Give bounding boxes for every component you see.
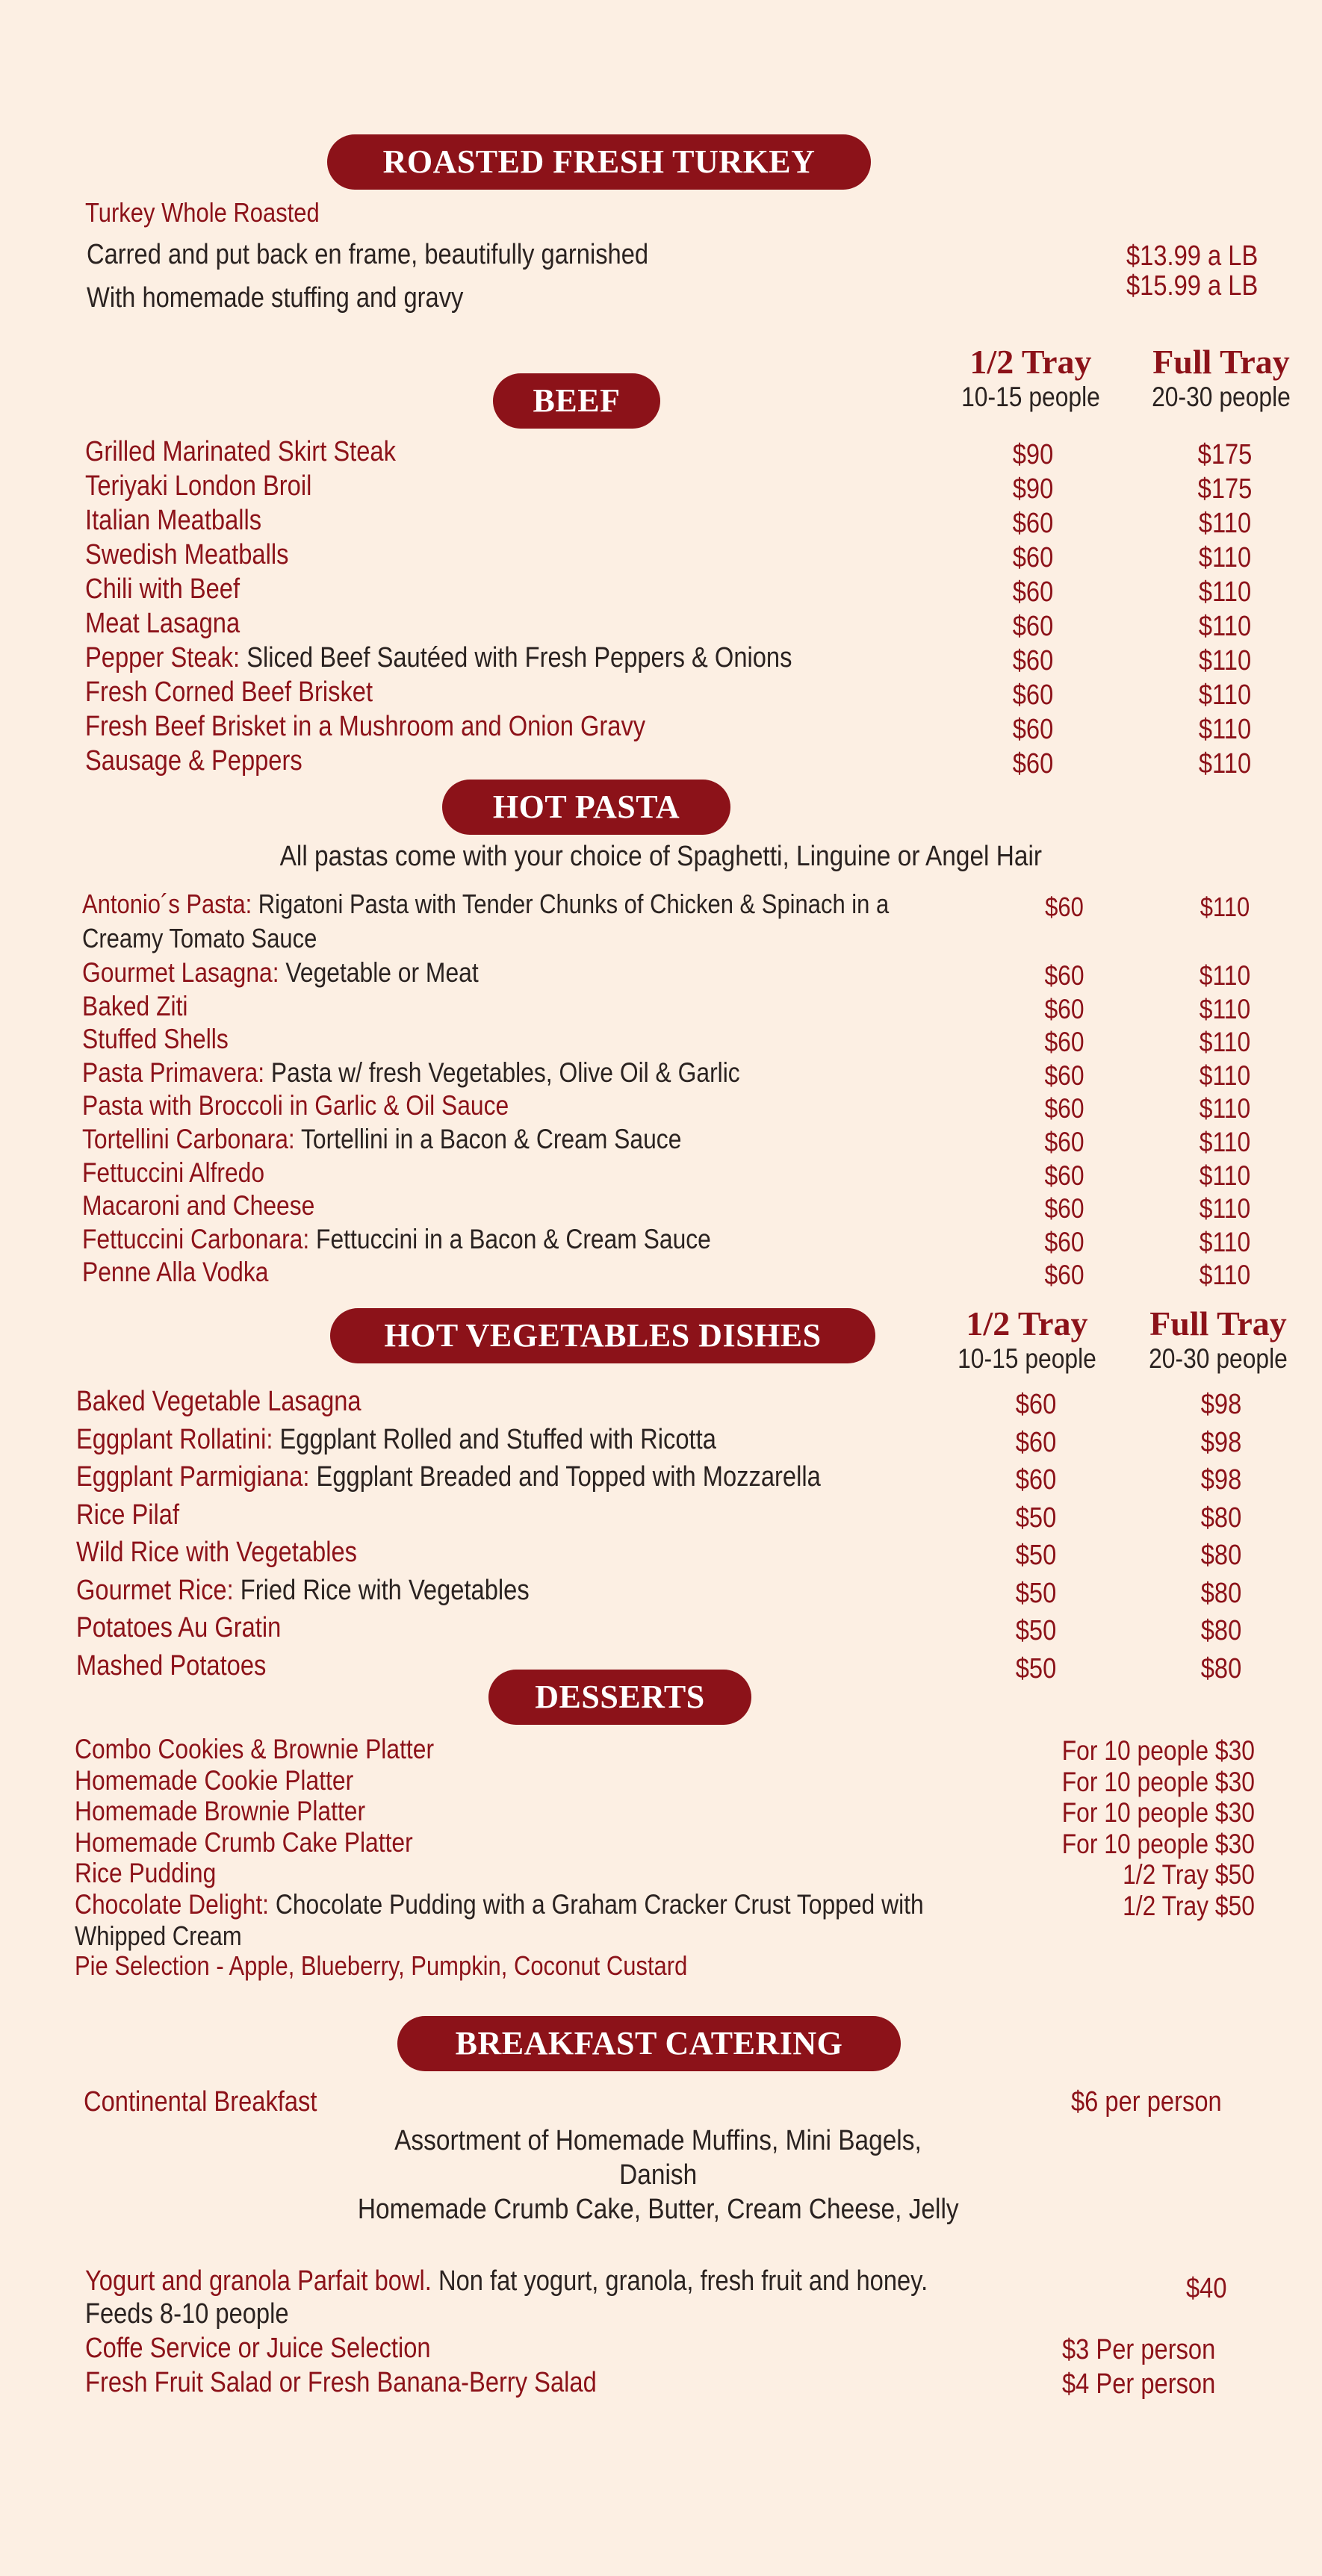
half-tray-header-2 bbox=[945, 1304, 1109, 1375]
item-name: Potatoes Au Gratin bbox=[76, 1612, 282, 1643]
pasta-item bbox=[82, 1057, 740, 1089]
turkey-item-name: Turkey Whole Roasted bbox=[85, 197, 320, 228]
veg-item bbox=[76, 1386, 361, 1418]
full-tray-price: $110 bbox=[1199, 1093, 1251, 1124]
pasta-item-first bbox=[82, 889, 889, 920]
breakfast-parfait bbox=[85, 2265, 928, 2297]
item-desc: Fettuccini in a Bacon & Cream Sauce bbox=[309, 1223, 711, 1254]
half-tray-price: $60 bbox=[1012, 645, 1054, 676]
beef-item bbox=[85, 608, 240, 640]
veg-item bbox=[76, 1499, 179, 1531]
half-tray-price: $60 bbox=[1015, 1389, 1057, 1420]
full-tray-price: $110 bbox=[1199, 1060, 1251, 1091]
full-tray-header-2 bbox=[1132, 1304, 1304, 1375]
item-desc: Tortellini in a Bacon & Cream Sauce bbox=[294, 1124, 682, 1154]
breakfast-desc-2-text: Danish bbox=[618, 2159, 698, 2191]
dessert-price: 1/2 Tray $50 bbox=[1123, 1891, 1255, 1921]
full-tray-people: 20-30 people bbox=[1152, 382, 1291, 412]
half-tray-price: $60 bbox=[1012, 611, 1054, 642]
dessert-item bbox=[75, 1734, 434, 1765]
full-tray-price: $110 bbox=[1199, 960, 1251, 991]
full-tray-price: $80 bbox=[1200, 1502, 1242, 1534]
item-name: Chocolate Delight: bbox=[75, 1889, 270, 1920]
half-tray-price: $50 bbox=[1015, 1502, 1057, 1534]
dessert-item bbox=[75, 1765, 353, 1796]
item-name: Chili with Beef bbox=[85, 573, 240, 605]
item-name: Swedish Meatballs bbox=[85, 539, 289, 570]
full-tray-price: $98 bbox=[1200, 1389, 1242, 1420]
beef-item bbox=[85, 745, 302, 777]
pasta-first-full-price: $110 bbox=[1200, 892, 1250, 922]
item-name: Fresh Corned Beef Brisket bbox=[85, 676, 373, 708]
full-tray-price: $110 bbox=[1199, 1193, 1251, 1225]
item-name: Rice Pudding bbox=[75, 1858, 217, 1889]
beef-item bbox=[85, 505, 261, 537]
pasta-item bbox=[82, 1257, 268, 1288]
veg-item bbox=[76, 1461, 821, 1493]
item-name: Pasta with Broccoli in Garlic & Oil Sauce bbox=[82, 1090, 509, 1121]
breakfast-continental: Continental Breakfast bbox=[84, 2086, 317, 2118]
item-desc: Non fat yogurt, granola, fresh fruit and honey. bbox=[431, 2265, 928, 2297]
beef-item bbox=[85, 676, 373, 709]
turkey-price-1: $13.99 a LB bbox=[1126, 240, 1259, 272]
breakfast-continental-price: $6 per person bbox=[1071, 2086, 1222, 2118]
full-tray-label: Full Tray bbox=[1152, 343, 1290, 381]
beef-item bbox=[85, 470, 311, 503]
item-name: Pepper Steak: bbox=[85, 642, 240, 673]
beef-item bbox=[85, 642, 792, 674]
half-tray-price: $60 bbox=[1044, 1060, 1084, 1091]
item-name: Homemade Crumb Cake Platter bbox=[75, 1826, 413, 1858]
section-title-turkey: ROASTED FRESH TURKEY bbox=[327, 134, 871, 190]
full-tray-price: $110 bbox=[1199, 1027, 1251, 1058]
half-tray-price: $60 bbox=[1044, 1027, 1084, 1058]
beef-item bbox=[85, 539, 288, 571]
half-tray-label-2: 1/2 Tray bbox=[966, 1304, 1088, 1343]
full-tray-price: $110 bbox=[1198, 542, 1252, 573]
pasta-item bbox=[82, 1224, 711, 1255]
half-tray-price: $60 bbox=[1044, 993, 1084, 1024]
full-tray-price: $110 bbox=[1198, 645, 1252, 676]
half-tray-price: $50 bbox=[1015, 1615, 1057, 1646]
dessert-pie-selection: Pie Selection - Apple, Blueberry, Pumpkin, Coconut Custard bbox=[75, 1950, 688, 1981]
full-tray-price: $98 bbox=[1200, 1426, 1242, 1458]
item-name: Tortellini Carbonara: bbox=[82, 1124, 295, 1154]
section-title-beef: BEEF bbox=[493, 373, 660, 429]
item-name: Combo Cookies & Brownie Platter bbox=[75, 1734, 435, 1764]
item-name: Eggplant Parmigiana: bbox=[76, 1461, 310, 1493]
half-tray-price: $60 bbox=[1044, 960, 1084, 991]
half-tray-price: $60 bbox=[1044, 1193, 1084, 1225]
veg-item bbox=[76, 1650, 266, 1682]
item-name: Yogurt and granola Parfait bowl. bbox=[85, 2265, 432, 2297]
half-tray-price: $50 bbox=[1015, 1652, 1057, 1684]
dessert-item bbox=[75, 1796, 365, 1827]
full-tray-price: $110 bbox=[1199, 1226, 1251, 1257]
breakfast-desc-1 bbox=[0, 2125, 1319, 2157]
item-name: Fresh Beef Brisket in a Mushroom and Onion Gravy bbox=[85, 711, 646, 742]
half-tray-price: $60 bbox=[1044, 1160, 1084, 1191]
turkey-desc-line1: Carred and put back en frame, beautifully garnished bbox=[87, 239, 649, 270]
pasta-item bbox=[82, 1157, 264, 1189]
item-name: Fettuccini Alfredo bbox=[82, 1157, 265, 1188]
half-tray-price: $60 bbox=[1044, 1260, 1084, 1291]
veg-item bbox=[76, 1537, 357, 1569]
pasta-item bbox=[82, 1124, 681, 1155]
full-tray-price: $110 bbox=[1198, 508, 1252, 539]
half-tray-price: $90 bbox=[1012, 439, 1054, 470]
section-title-breakfast: BREAKFAST CATERING bbox=[397, 2016, 901, 2071]
section-title-hot-pasta: HOT PASTA bbox=[442, 780, 730, 835]
full-tray-price: $110 bbox=[1199, 993, 1251, 1024]
dessert-price: For 10 people $30 bbox=[1061, 1766, 1255, 1797]
item-desc: Eggplant Breaded and Topped with Mozzarella bbox=[309, 1461, 821, 1493]
pasta-item bbox=[82, 1024, 229, 1055]
item-name: Meat Lasagna bbox=[85, 608, 240, 639]
pasta-item bbox=[82, 1090, 509, 1121]
dessert-price: For 10 people $30 bbox=[1061, 1828, 1255, 1859]
beef-item bbox=[85, 436, 396, 468]
pasta-item bbox=[82, 1190, 314, 1222]
half-tray-header bbox=[949, 342, 1113, 413]
item-desc: Vegetable or Meat bbox=[279, 957, 479, 988]
item-name: Rice Pilaf bbox=[76, 1499, 180, 1531]
item-name: Fettuccini Carbonara: bbox=[82, 1223, 310, 1254]
item-name: Sausage & Peppers bbox=[85, 745, 302, 777]
half-tray-price: $60 bbox=[1012, 748, 1054, 780]
breakfast-coffee: Coffe Service or Juice Selection bbox=[85, 2333, 431, 2364]
item-name: Italian Meatballs bbox=[85, 505, 262, 536]
full-tray-price: $110 bbox=[1198, 679, 1252, 711]
full-tray-price: $98 bbox=[1200, 1464, 1242, 1496]
dessert-item bbox=[75, 1827, 413, 1858]
item-name: Baked Ziti bbox=[82, 990, 188, 1021]
item-name: Stuffed Shells bbox=[82, 1024, 229, 1055]
item-name: Gourmet Rice: bbox=[76, 1574, 234, 1606]
half-tray-price: $60 bbox=[1012, 679, 1054, 711]
dessert-price: For 10 people $30 bbox=[1061, 1797, 1255, 1829]
item-name: Teriyaki London Broil bbox=[85, 470, 312, 502]
full-tray-price: $110 bbox=[1198, 576, 1252, 608]
dessert-item bbox=[75, 1889, 924, 1920]
half-tray-people: 10-15 people bbox=[961, 382, 1100, 412]
breakfast-fruit-price: $4 Per person bbox=[1062, 2368, 1216, 2400]
dessert-item-cont: Whipped Cream bbox=[75, 1920, 242, 1951]
full-tray-price: $80 bbox=[1200, 1615, 1242, 1646]
item-name: Mashed Potatoes bbox=[76, 1649, 267, 1681]
half-tray-price: $60 bbox=[1044, 1127, 1084, 1157]
full-tray-price: $110 bbox=[1199, 1260, 1251, 1291]
full-tray-price: $110 bbox=[1198, 714, 1252, 745]
turkey-desc-line2: With homemade stuffing and gravy bbox=[87, 282, 464, 314]
breakfast-coffee-price: $3 Per person bbox=[1062, 2334, 1216, 2365]
item-name: Homemade Cookie Platter bbox=[75, 1764, 354, 1796]
half-tray-price: $90 bbox=[1012, 473, 1054, 505]
item-desc: Eggplant Rolled and Stuffed with Ricotta bbox=[273, 1423, 716, 1455]
full-tray-price: $80 bbox=[1200, 1540, 1242, 1571]
item-name: Eggplant Rollatini: bbox=[76, 1423, 273, 1455]
dessert-price: 1/2 Tray $50 bbox=[1123, 1859, 1255, 1891]
full-tray-label-2: Full Tray bbox=[1149, 1304, 1287, 1343]
full-tray-price: $110 bbox=[1199, 1160, 1251, 1191]
full-tray-price: $110 bbox=[1199, 1127, 1251, 1157]
item-name: Baked Vegetable Lasagna bbox=[76, 1386, 361, 1417]
half-tray-price: $60 bbox=[1012, 576, 1054, 608]
item-desc: Sliced Beef Sautéed with Fresh Peppers & Onions bbox=[240, 642, 792, 673]
item-name: Wild Rice with Vegetables bbox=[76, 1537, 358, 1568]
dessert-item bbox=[75, 1858, 216, 1889]
half-tray-price: $60 bbox=[1044, 1093, 1084, 1124]
pasta-item bbox=[82, 991, 187, 1022]
full-tray-price: $175 bbox=[1197, 473, 1253, 505]
item-name: Homemade Brownie Platter bbox=[75, 1796, 366, 1827]
item-name: Grilled Marinated Skirt Steak bbox=[85, 436, 396, 467]
item-name: Gourmet Lasagna: bbox=[82, 957, 279, 988]
breakfast-desc-2 bbox=[0, 2159, 1319, 2191]
half-tray-price: $50 bbox=[1015, 1577, 1057, 1609]
item-desc: Pasta w/ fresh Vegetables, Olive Oil & Garlic bbox=[264, 1057, 740, 1088]
half-tray-price: $60 bbox=[1015, 1426, 1057, 1458]
item-desc: Fried Rice with Vegetables bbox=[233, 1574, 530, 1606]
full-tray-price: $80 bbox=[1200, 1652, 1242, 1684]
breakfast-desc-3 bbox=[0, 2194, 1319, 2226]
section-title-desserts: DESSERTS bbox=[488, 1670, 751, 1725]
full-tray-price: $80 bbox=[1200, 1577, 1242, 1609]
veg-item bbox=[76, 1575, 530, 1607]
pasta-item-first-cont: Creamy Tomato Sauce bbox=[82, 923, 317, 953]
pasta-first-half-price: $60 bbox=[1045, 892, 1084, 922]
item-name: Penne Alla Vodka bbox=[82, 1257, 269, 1288]
breakfast-parfait-price: $40 bbox=[1186, 2273, 1227, 2304]
item-name: Antonio´s Pasta: bbox=[82, 889, 252, 919]
item-desc: Rigatoni Pasta with Tender Chunks of Chicken & Spinach in a bbox=[252, 889, 890, 919]
pasta-item bbox=[82, 957, 479, 989]
half-tray-price: $60 bbox=[1012, 714, 1054, 745]
veg-item bbox=[76, 1424, 716, 1456]
pasta-subtitle bbox=[0, 841, 1322, 873]
full-tray-price: $110 bbox=[1198, 611, 1252, 642]
breakfast-desc-3-text: Homemade Crumb Cake, Butter, Cream Cheese, Jelly bbox=[357, 2194, 959, 2225]
half-tray-price: $60 bbox=[1044, 1226, 1084, 1257]
half-tray-price: $60 bbox=[1012, 542, 1054, 573]
item-name: Macaroni and Cheese bbox=[82, 1190, 315, 1222]
full-tray-header bbox=[1135, 342, 1307, 413]
breakfast-feeds: Feeds 8-10 people bbox=[85, 2298, 289, 2330]
half-tray-price: $60 bbox=[1015, 1464, 1057, 1496]
half-tray-price: $50 bbox=[1015, 1540, 1057, 1571]
full-tray-people-2: 20-30 people bbox=[1149, 1343, 1288, 1374]
breakfast-fruit: Fresh Fruit Salad or Fresh Banana-Berry Salad bbox=[85, 2367, 597, 2398]
breakfast-desc-1-text: Assortment of Homemade Muffins, Mini Bagels, bbox=[394, 2125, 922, 2156]
full-tray-price: $175 bbox=[1197, 439, 1253, 470]
beef-item bbox=[85, 711, 645, 743]
pasta-subtitle-text: All pastas come with your choice of Spaghetti, Linguine or Angel Hair bbox=[279, 841, 1043, 872]
item-desc: Chocolate Pudding with a Graham Cracker Crust Topped with bbox=[269, 1889, 924, 1920]
full-tray-price: $110 bbox=[1198, 748, 1252, 780]
half-tray-price: $60 bbox=[1012, 508, 1054, 539]
veg-item bbox=[76, 1612, 281, 1644]
half-tray-label: 1/2 Tray bbox=[969, 343, 1092, 381]
dessert-price: For 10 people $30 bbox=[1061, 1735, 1255, 1766]
beef-item bbox=[85, 573, 240, 606]
half-tray-people-2: 10-15 people bbox=[958, 1343, 1096, 1374]
item-name: Pasta Primavera: bbox=[82, 1057, 265, 1088]
turkey-price-2: $15.99 a LB bbox=[1126, 270, 1259, 302]
section-title-hot-vegetables: HOT VEGETABLES DISHES bbox=[330, 1308, 875, 1363]
